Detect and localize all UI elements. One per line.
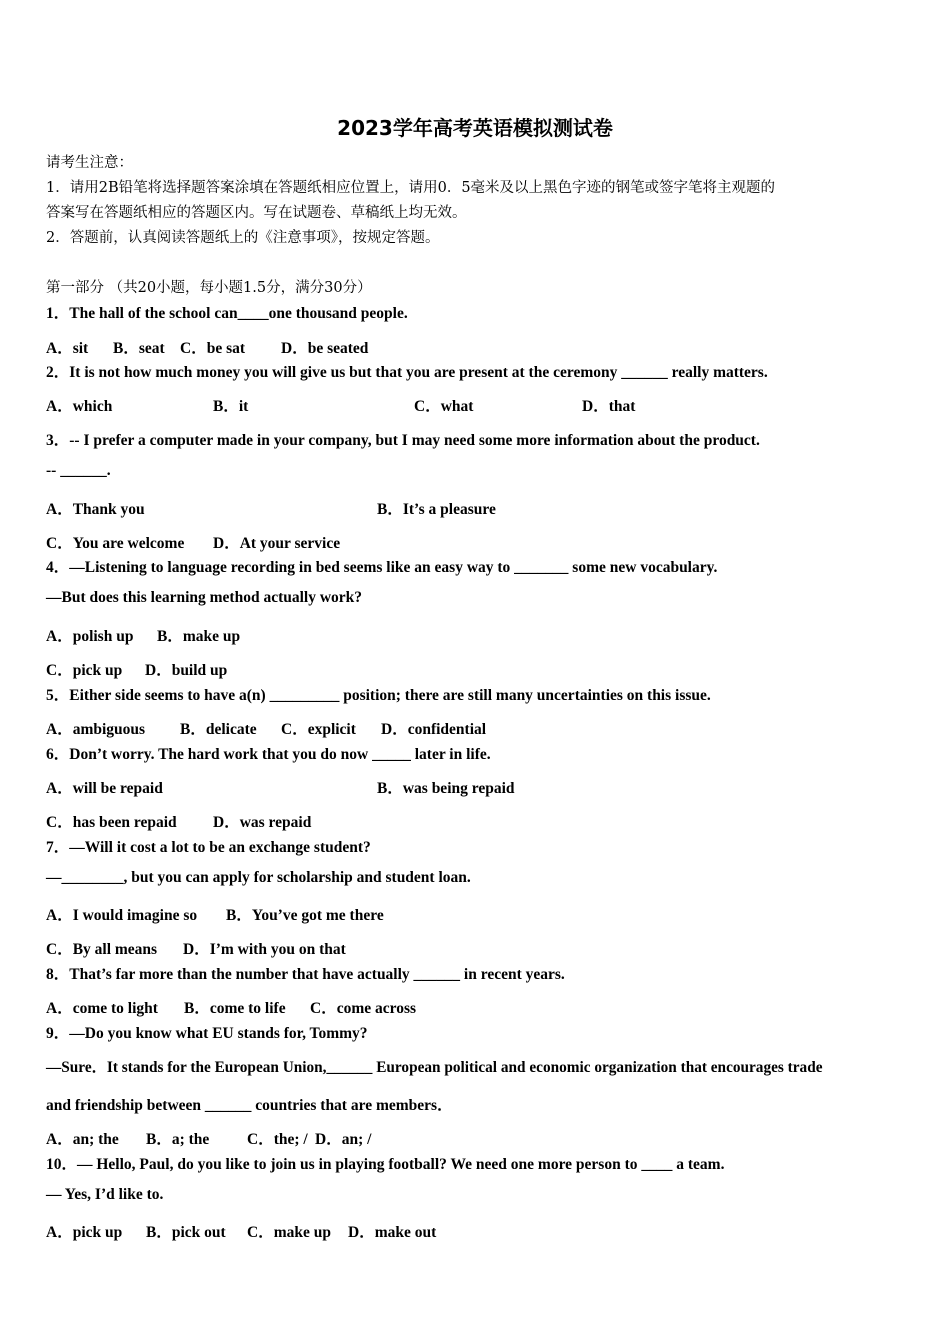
question-9-reply-cont: and friendship between ______ countries that are members． bbox=[46, 1097, 453, 1114]
q9-option-d: D．an; / bbox=[315, 1131, 372, 1148]
q7-option-a: A．I would imagine so bbox=[46, 907, 198, 924]
q6-option-d: D．was repaid bbox=[213, 814, 312, 831]
question-6-stem: 6．Don’t worry. The hard work that you do now _____ later in life. bbox=[46, 746, 491, 763]
question-9-stem: 9．—Do you know what EU stands for, Tommy? bbox=[46, 1025, 368, 1042]
q10-option-d: D．make out bbox=[348, 1224, 437, 1241]
q9-option-b: B．a; the bbox=[146, 1131, 210, 1148]
question-8-stem: 8．That’s far more than the number that have actually ______ in recent years. bbox=[46, 966, 565, 983]
notice-item-1: 1．请用2B铅笔将选择题答案涂填在答题纸相应位置上，请用0．5毫米及以上黑色字迹的钢笔或签字笔将主观题的 bbox=[46, 180, 776, 196]
q9-option-c: C．the; / bbox=[247, 1131, 308, 1148]
q4-option-d: D．build up bbox=[145, 662, 228, 679]
q5-option-b: B．delicate bbox=[180, 721, 257, 738]
question-5-stem: 5．Either side seems to have a(n) _________ position; there are still many uncertainties on this issue. bbox=[46, 687, 711, 704]
q6-option-a: A．will be repaid bbox=[46, 780, 163, 797]
notice-heading: 请考生注意： bbox=[46, 155, 133, 171]
q6-option-c: C．has been repaid bbox=[46, 814, 177, 831]
q1-option-c: C．be sat bbox=[180, 340, 246, 357]
q5-option-a: A．ambiguous bbox=[46, 721, 146, 738]
q3-option-c: C．You are welcome bbox=[46, 535, 185, 552]
q6-option-b: B．was being repaid bbox=[377, 780, 515, 797]
q3-option-a: A．Thank you bbox=[46, 501, 145, 518]
q10-option-b: B．pick out bbox=[146, 1224, 226, 1241]
q7-option-b: B．You’ve got me there bbox=[226, 907, 384, 924]
question-9-reply: —Sure．It stands for the European Union,______ European political and economic organization that encourages trade bbox=[46, 1059, 823, 1076]
q2-option-b: B．it bbox=[213, 398, 249, 415]
q4-option-c: C．pick up bbox=[46, 662, 123, 679]
q8-option-b: B．come to life bbox=[184, 1000, 286, 1017]
q2-option-a: A．which bbox=[46, 398, 113, 415]
question-2-stem: 2．It is not how much money you will give us but that you are present at the ceremony ______ really matters. bbox=[46, 364, 768, 381]
question-3-reply: -- ______. bbox=[46, 462, 111, 479]
question-3-stem: 3．-- I prefer a computer made in your company, but I may need some more information about the product. bbox=[46, 432, 760, 449]
notice-item-1-cont: 答案写在答题纸相应的答题区内。写在试题卷、草稿纸上均无效。 bbox=[46, 205, 467, 221]
question-1-stem: 1．The hall of the school can____one thousand people. bbox=[46, 305, 408, 322]
q2-option-c: C．what bbox=[414, 398, 474, 415]
question-4-reply: —But does this learning method actually work? bbox=[46, 589, 363, 606]
q8-option-c: C．come across bbox=[310, 1000, 417, 1017]
q10-option-a: A．pick up bbox=[46, 1224, 123, 1241]
page-title: 2023学年高考英语模拟测试卷 bbox=[337, 116, 613, 140]
q9-option-a: A．an; the bbox=[46, 1131, 119, 1148]
question-10-stem: 10．— Hello, Paul, do you like to join us in playing football? We need one more person to ____ a team. bbox=[46, 1156, 725, 1173]
notice-item-2: 2．答题前，认真阅读答题纸上的《注意事项》，按规定答题。 bbox=[46, 230, 440, 246]
q4-option-a: A．polish up bbox=[46, 628, 134, 645]
q3-option-b: B．It’s a pleasure bbox=[377, 501, 496, 518]
question-7-reply: —________, but you can apply for scholarship and student loan. bbox=[46, 869, 471, 886]
q1-option-b: B．seat bbox=[113, 340, 165, 357]
q5-option-d: D．confidential bbox=[381, 721, 487, 738]
q4-option-b: B．make up bbox=[157, 628, 241, 645]
q1-option-a: A．sit bbox=[46, 340, 89, 357]
q2-option-d: D．that bbox=[582, 398, 636, 415]
question-4-stem: 4．—Listening to language recording in bed seems like an easy way to _______ some new vocabulary. bbox=[46, 559, 718, 576]
question-7-stem: 7．—Will it cost a lot to be an exchange student? bbox=[46, 839, 371, 856]
q3-option-d: D．At your service bbox=[213, 535, 341, 552]
question-10-reply: — Yes, I’d like to. bbox=[46, 1186, 164, 1203]
q5-option-c: C．explicit bbox=[281, 721, 356, 738]
q10-option-c: C．make up bbox=[247, 1224, 331, 1241]
q1-option-d: D．be seated bbox=[281, 340, 369, 357]
q7-option-d: D．I’m with you on that bbox=[183, 941, 346, 958]
section-heading: 第一部分 （共20小题，每小题1.5分，满分30分） bbox=[46, 280, 372, 296]
q8-option-a: A．come to light bbox=[46, 1000, 158, 1017]
q7-option-c: C．By all means bbox=[46, 941, 158, 958]
